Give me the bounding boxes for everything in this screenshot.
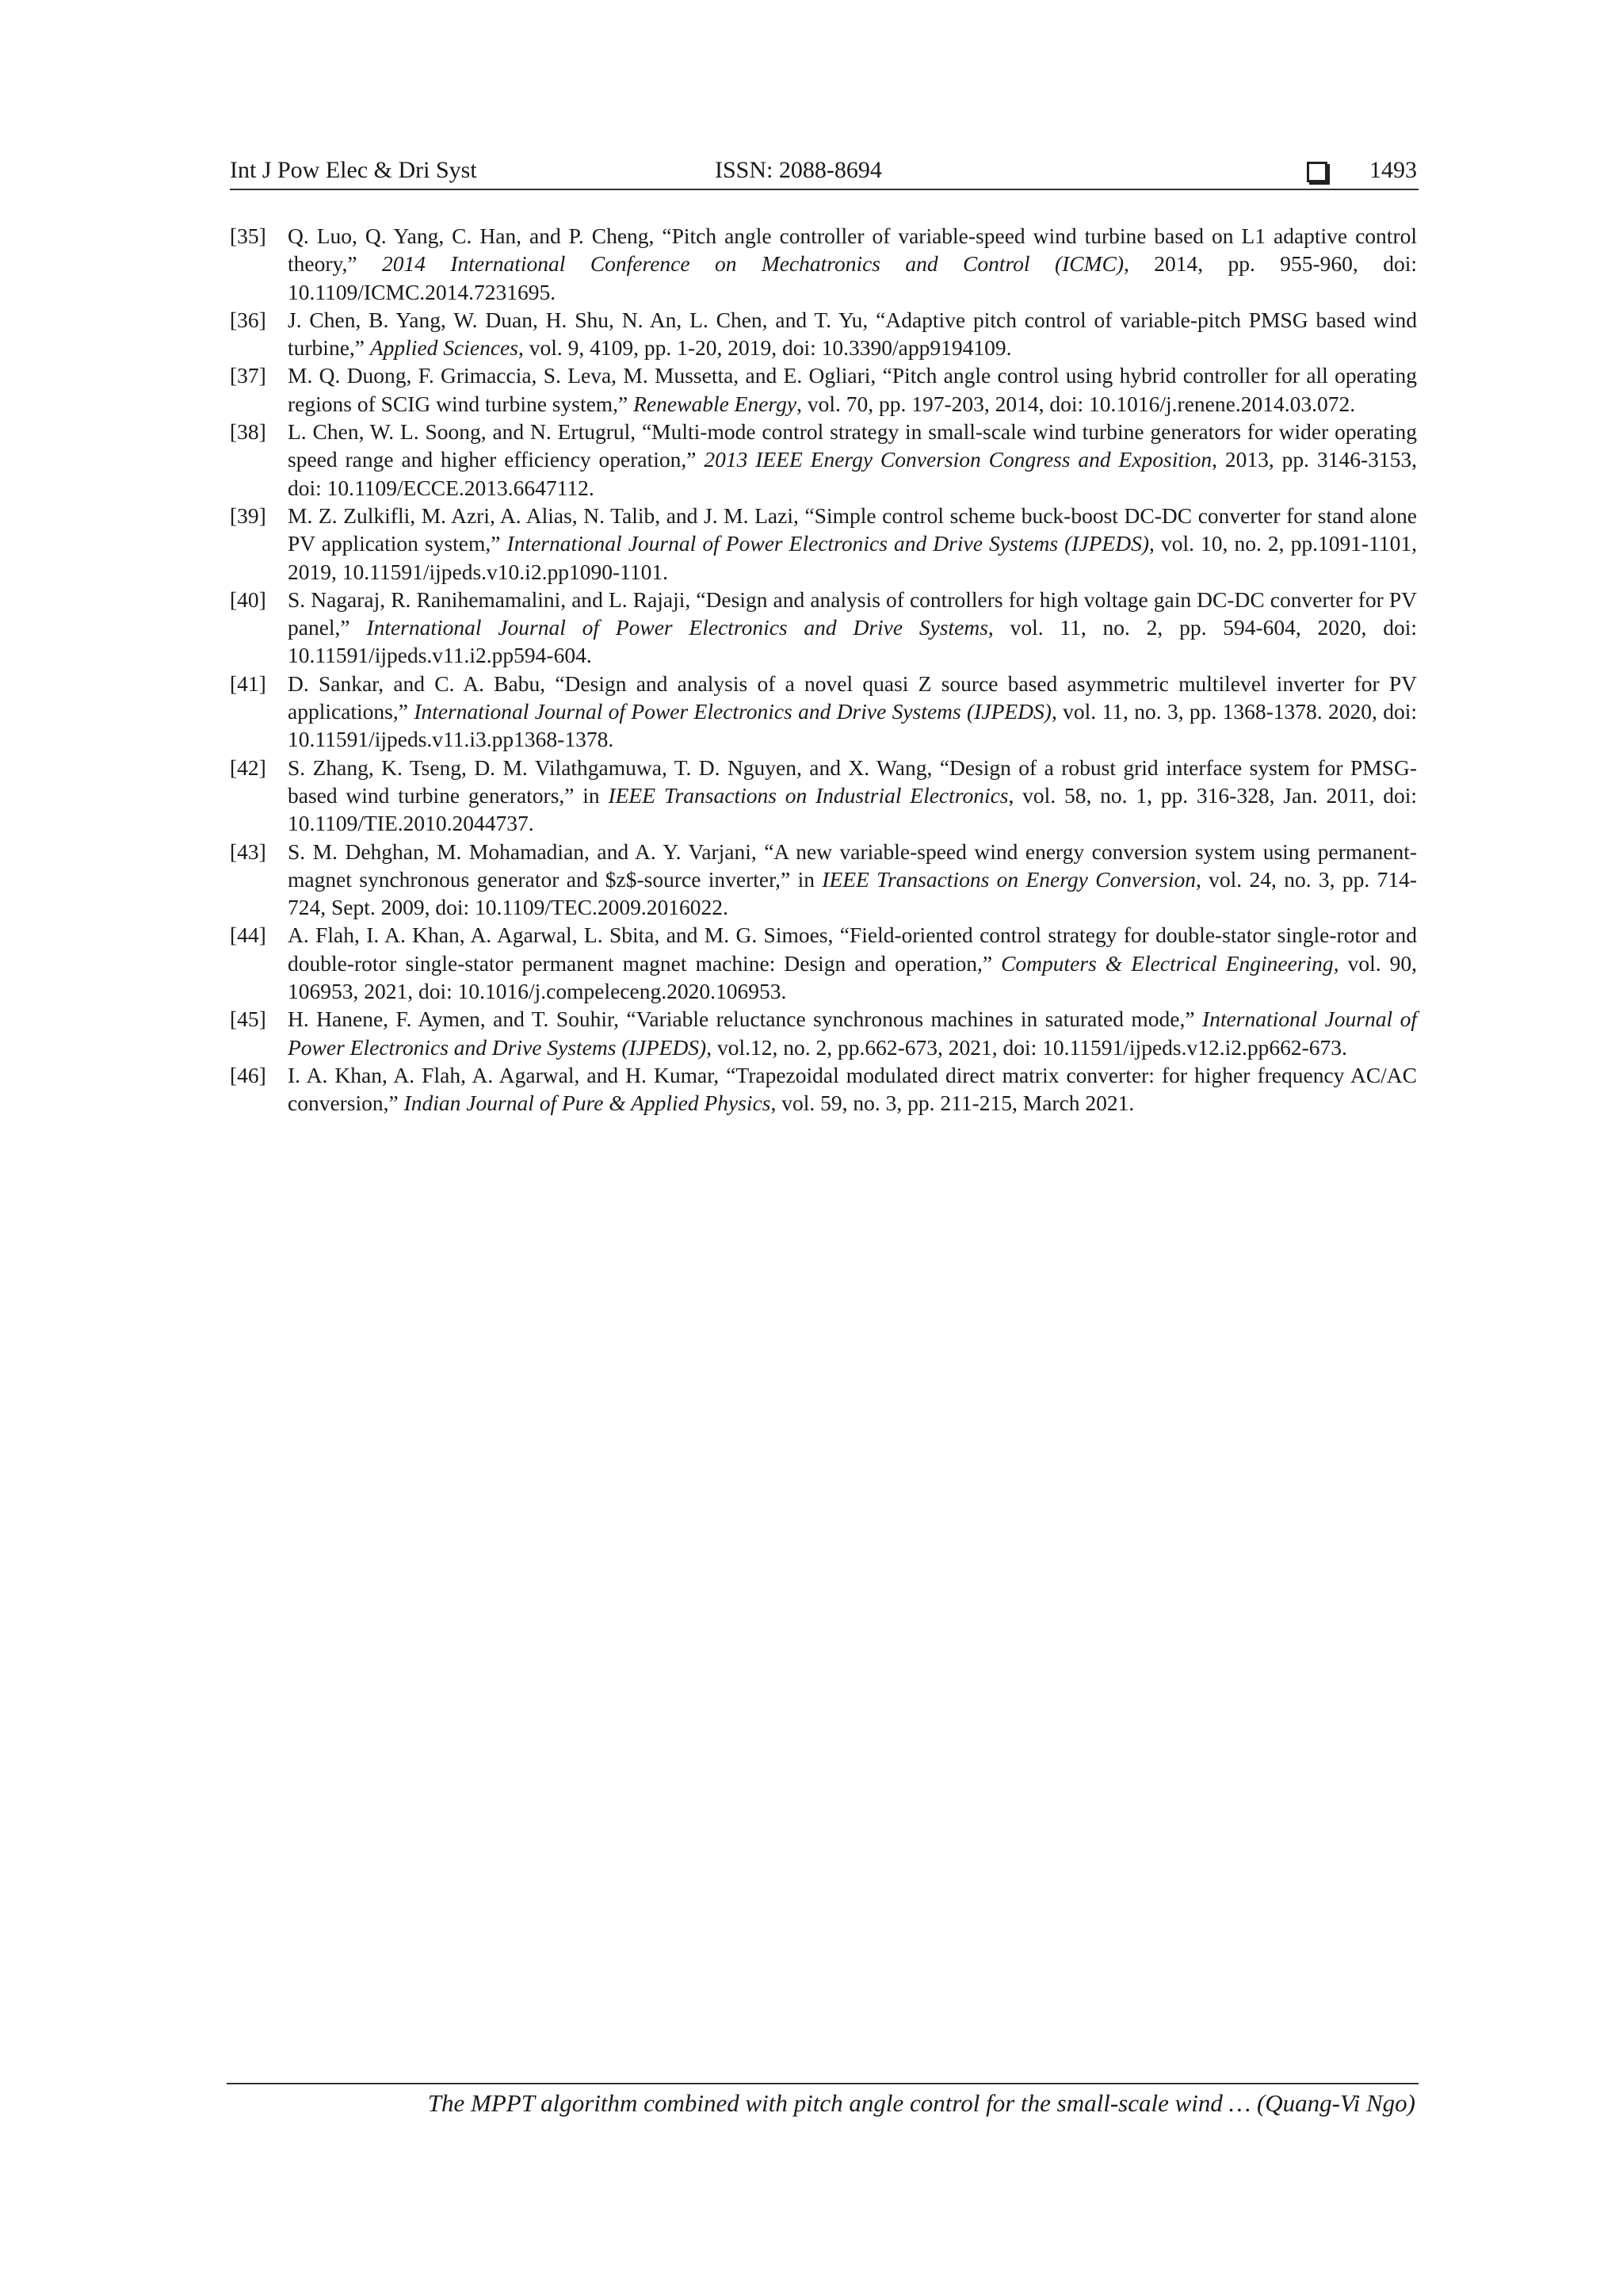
reference-item — [230, 754, 1417, 838]
reference-authors-title: Q. Luo, Q. Yang, C. Han, and P. Cheng, “Pitch angle controller of variable-speed wind turbine based on L1 adaptive control theory,” — [288, 223, 1417, 277]
reference-venue: 2013 IEEE Energy Conversion Congress and Exposition — [704, 447, 1212, 472]
reference-list — [230, 222, 1417, 1117]
page-number: 1493 — [1369, 157, 1417, 183]
reference-venue: Indian Journal of Pure & Applied Physics — [403, 1091, 771, 1116]
reference-item — [230, 1005, 1417, 1061]
reference-number: [36] — [230, 307, 266, 332]
reference-item — [230, 670, 1417, 754]
reference-details: , vol. 9, 4109, pp. 1-20, 2019, doi: 10.3390/app9194109. — [517, 335, 1012, 361]
reference-details: , vol. 58, no. 1, pp. 316-328, Jan. 2011, doi: 10.1109/TIE.2010.2044737. — [288, 782, 1417, 836]
running-title: The MPPT algorithm combined with pitch angle control for the small-scale wind … (Quang-Vi Ngo) — [427, 2089, 1415, 2117]
reference-number: [43] — [230, 839, 266, 864]
reference-details: , vol. 11, no. 3, pp. 1368-1378. 2020, doi: 10.11591/ijpeds.v11.i3.pp1368-1378. — [288, 699, 1417, 752]
reference-authors-title: H. Hanene, F. Aymen, and T. Souhir, “Variable reluctance synchronous machines in saturated mode,” — [288, 1007, 1203, 1032]
reference-details: , vol. 11, no. 2, pp. 594-604, 2020, doi: 10.11591/ijpeds.v11.i2.pp594-604. — [288, 615, 1417, 668]
reference-venue: Computers & Electrical Engineering, — [1001, 950, 1339, 976]
reference-authors-title: S. M. Dehghan, M. Mohamadian, and A. Y. Varjani, “A new variable-speed wind energy conversion system using permanent-magnet synchronous generator and $z$-source inverter,” in — [288, 839, 1417, 892]
reference-item — [230, 1061, 1417, 1117]
checkbox-square-icon — [1307, 162, 1327, 182]
reference-details: , vol. 59, no. 3, pp. 211-215, March 2021. — [770, 1091, 1135, 1116]
reference-details: , vol. 24, no. 3, pp. 714-724, Sept. 2009, doi: 10.1109/TEC.2009.2016022. — [288, 866, 1417, 920]
reference-authors-title: S. Nagaraj, R. Ranihemamalini, and L. Rajaji, “Design and analysis of controllers for high voltage gain DC-DC converter for PV panel,” — [288, 586, 1417, 640]
reference-number: [37] — [230, 363, 266, 388]
reference-authors-title: I. A. Khan, A. Flah, A. Agarwal, and H. Kumar, “Trapezoidal modulated direct matrix converter: for higher frequency AC/AC conversion,” — [288, 1062, 1417, 1116]
reference-venue: IEEE Transactions on Industrial Electronics — [608, 782, 1009, 808]
reference-number: [38] — [230, 419, 266, 445]
reference-number: [39] — [230, 502, 266, 528]
reference-authors-title: L. Chen, W. L. Soong, and N. Ertugrul, “Multi-mode control strategy in small-scale wind turbine generators for wider operating speed range and higher efficiency operation,” — [288, 419, 1417, 472]
reference-item — [230, 222, 1417, 306]
reference-item — [230, 502, 1417, 586]
reference-number: [45] — [230, 1007, 266, 1032]
reference-authors-title: S. Zhang, K. Tseng, D. M. Vilathgamuwa, T. D. Nguyen, and X. Wang, “Design of a robust grid interface system for PMSG-based wind turbine generators,” in — [288, 755, 1417, 808]
reference-number: [44] — [230, 923, 266, 948]
reference-venue: IEEE Transactions on Energy Conversion — [822, 866, 1196, 892]
reference-details: , 2013, pp. 3146-3153, doi: 10.1109/ECCE.2013.6647112. — [288, 447, 1417, 500]
reference-details: , vol. 10, no. 2, pp.1091-1101, 2019, 10.11591/ijpeds.v10.i2.pp1090-1101. — [288, 531, 1418, 584]
reference-number: [42] — [230, 755, 266, 780]
reference-details: , vol. 70, pp. 197-203, 2014, doi: 10.1016/j.renene.2014.03.072. — [796, 391, 1356, 416]
reference-venue: International Journal of Power Electronics and Drive Systems — [366, 615, 988, 640]
reference-venue: Applied Sciences — [369, 335, 518, 361]
reference-authors-title: M. Q. Duong, F. Grimaccia, S. Leva, M. Mussetta, and E. Ogliari, “Pitch angle control using hybrid controller for all operating regions of SCIG wind turbine system,” — [288, 363, 1417, 416]
reference-details: 2014, pp. 955-960, doi: 10.1109/ICMC.2014.7231695. — [288, 251, 1417, 304]
reference-authors-title: A. Flah, I. A. Khan, A. Agarwal, L. Sbita, and M. G. Simoes, “Field-oriented control strategy for double-stator single-rotor and double-rotor single-stator permanent magnet machine: Design and operation,” — [288, 923, 1417, 976]
reference-item — [230, 921, 1417, 1005]
reference-number: [46] — [230, 1062, 266, 1087]
reference-venue: International Journal of Power Electronics and Drive Systems (IJPEDS) — [288, 1007, 1417, 1060]
page-footer — [227, 2083, 1419, 2119]
reference-venue: 2014 International Conference on Mechatronics and Control (ICMC), — [381, 251, 1129, 277]
reference-details: vol. 90, 106953, 2021, doi: 10.1016/j.compeleceng.2020.106953. — [288, 950, 1418, 1004]
reference-authors-title: M. Z. Zulkifli, M. Azri, A. Alias, N. Talib, and J. M. Lazi, “Simple control scheme buck-boost DC-DC converter for stand alone PV application system,” — [288, 502, 1417, 556]
journal-name: Int J Pow Elec & Dri Syst — [230, 157, 477, 183]
reference-number: [35] — [230, 223, 266, 248]
reference-item — [230, 418, 1417, 502]
reference-venue: International Journal of Power Electronics and Drive Systems (IJPEDS) — [506, 531, 1149, 556]
reference-item — [230, 361, 1417, 418]
reference-number: [41] — [230, 670, 266, 696]
issn: ISSN: 2088-8694 — [715, 157, 882, 183]
reference-venue: International Journal of Power Electronics and Drive Systems (IJPEDS) — [414, 699, 1052, 724]
reference-item — [230, 586, 1417, 670]
reference-number: [40] — [230, 586, 266, 612]
reference-details: , vol.12, no. 2, pp.662-673, 2021, doi: 10.11591/ijpeds.v12.i2.pp662-673. — [706, 1034, 1347, 1060]
reference-authors-title: J. Chen, B. Yang, W. Duan, H. Shu, N. An, L. Chen, and T. Yu, “Adaptive pitch control of variable-pitch PMSG based wind turbine,” — [288, 307, 1417, 361]
reference-venue: Renewable Energy — [633, 391, 797, 416]
page-header — [230, 155, 1419, 190]
reference-item — [230, 838, 1417, 922]
reference-item — [230, 306, 1417, 362]
reference-authors-title: D. Sankar, and C. A. Babu, “Design and analysis of a novel quasi Z source based asymmetric multilevel inverter for PV applications,” — [288, 670, 1417, 724]
